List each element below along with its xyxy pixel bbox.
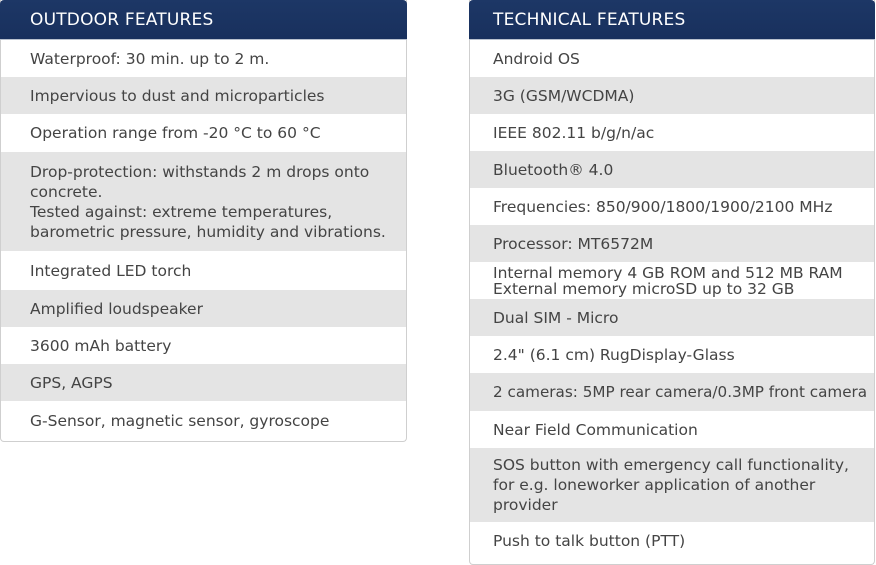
- list-item: Drop-protection: withstands 2 m drops onto concrete. Tested against: extreme temperatures, barometric pressure, humidity and vibrations.: [1, 152, 406, 251]
- list-item: Push to talk button (PTT): [493, 531, 686, 550]
- list-item: Integrated LED torch: [30, 261, 192, 280]
- list-item: G-Sensor, magnetic sensor, gyroscope: [30, 412, 330, 430]
- list-item: 2.4" (6.1 cm) RugDisplay-Glass: [493, 345, 735, 364]
- list-item: Bluetooth® 4.0: [470, 151, 874, 188]
- list-item: Frequencies: 850/900/1800/1900/2100 MHz: [493, 197, 833, 216]
- list-item: 2 cameras: 5MP rear camera/0.3MP front camera: [470, 373, 874, 411]
- list-item: Android OS: [493, 49, 580, 68]
- list-item: Internal memory 4 GB ROM and 512 MB RAM External memory microSD up to 32 GB: [493, 263, 843, 298]
- list-item: Dual SIM - Micro: [470, 299, 874, 336]
- list-item: 3G (GSM/WCDMA): [470, 77, 874, 114]
- list-item: Impervious to dust and microparticles: [1, 77, 406, 114]
- list-item: Operation range from -20 °C to 60 °C: [30, 124, 321, 142]
- list-item: Amplified loudspeaker: [1, 290, 406, 327]
- list-item: Processor: MT6572M: [470, 225, 874, 262]
- outdoor-features-title: OUTDOOR FEATURES: [0, 0, 407, 40]
- list-item: GPS, AGPS: [1, 364, 406, 401]
- outdoor-features-panel: [0, 0, 407, 442]
- list-item: IEEE 802.11 b/g/n/ac: [493, 123, 655, 142]
- list-item: Waterproof: 30 min. up to 2 m.: [30, 49, 270, 68]
- list-item: Near Field Communication: [493, 420, 698, 439]
- technical-features-title: TECHNICAL FEATURES: [469, 0, 875, 40]
- list-item: SOS button with emergency call functionality, for e.g. loneworker application of another provider: [470, 448, 874, 522]
- list-item: 3600 mAh battery: [30, 336, 172, 355]
- technical-features-panel: [469, 0, 875, 565]
